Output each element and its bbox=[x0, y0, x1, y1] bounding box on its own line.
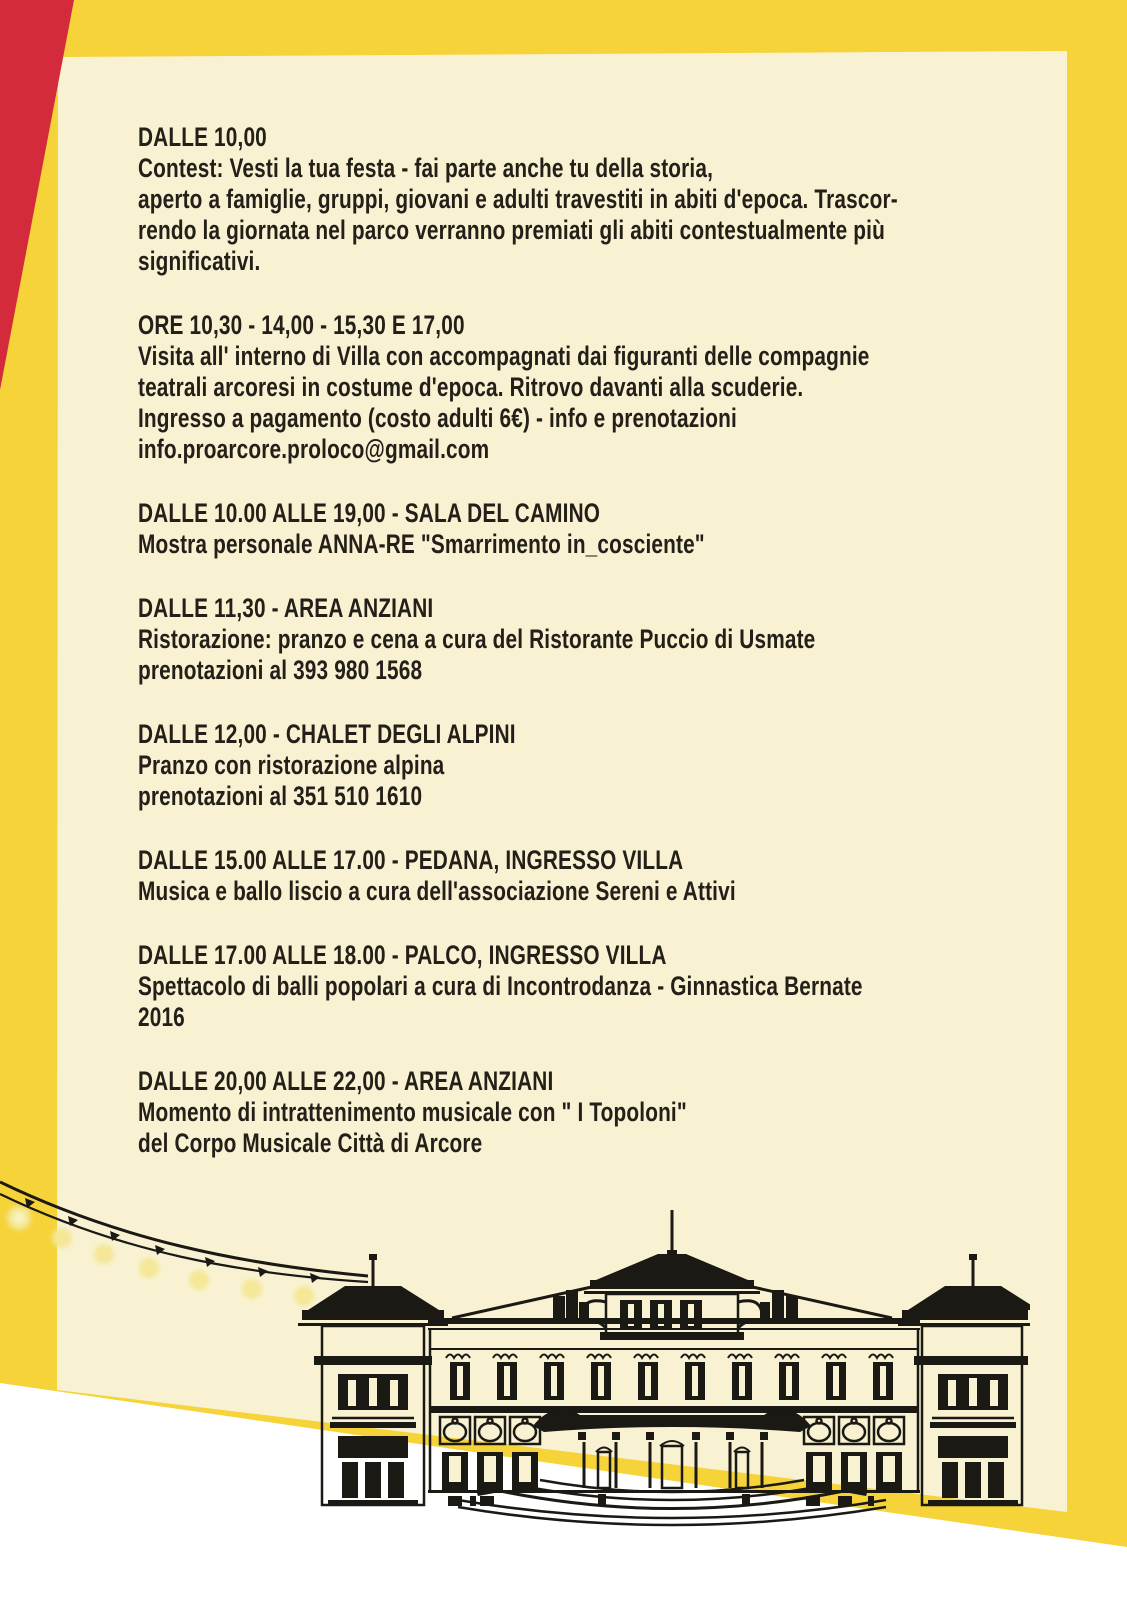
string-lights-illustration bbox=[0, 1182, 368, 1306]
event-section bbox=[138, 498, 1064, 560]
event-detail-line: Momento di intrattenimento musicale con " I Topoloni" bbox=[138, 1097, 687, 1127]
event-contact-email: info.proarcore.proloco@gmail.com bbox=[138, 434, 490, 464]
event-phone-line: prenotazioni al 393 980 1568 bbox=[138, 655, 423, 685]
villa-portico bbox=[533, 1409, 811, 1488]
event-detail-line: del Corpo Musicale Città di Arcore bbox=[138, 1128, 483, 1158]
event-time-heading: DALLE 10,00 bbox=[138, 122, 267, 152]
event-section bbox=[138, 593, 1064, 686]
event-time-heading: DALLE 10.00 ALLE 19,00 - SALA DEL CAMINO bbox=[138, 498, 601, 528]
event-detail-line: significativi. bbox=[138, 246, 261, 276]
event-section bbox=[138, 719, 1064, 812]
event-detail-line: rendo la giornata nel parco verranno premiati gli abiti contestualmente più bbox=[138, 215, 885, 245]
event-time-heading: DALLE 12,00 - CHALET DEGLI ALPINI bbox=[138, 719, 516, 749]
event-time-heading: DALLE 20,00 ALLE 22,00 - AREA ANZIANI bbox=[138, 1066, 554, 1096]
villa-left-tower bbox=[298, 1254, 448, 1506]
event-detail-line: 2016 bbox=[138, 1002, 185, 1032]
event-phone-line: prenotazioni al 351 510 1610 bbox=[138, 781, 423, 811]
event-section bbox=[138, 1066, 1064, 1159]
event-section bbox=[138, 940, 1064, 1033]
event-time-heading: DALLE 11,30 - AREA ANZIANI bbox=[138, 593, 434, 623]
event-detail-line: Pranzo con ristorazione alpina bbox=[138, 750, 445, 780]
villa-palace-line-art bbox=[298, 1210, 1030, 1525]
event-section bbox=[138, 845, 1064, 907]
event-section bbox=[138, 122, 1064, 277]
event-detail-line: Contest: Vesti la tua festa - fai parte anche tu della storia, bbox=[138, 153, 714, 183]
event-detail-line: Mostra personale ANNA-RE "Smarrimento in_cosciente" bbox=[138, 529, 705, 559]
event-time-heading: ORE 10,30 - 14,00 - 15,30 E 17,00 bbox=[138, 310, 465, 340]
event-time-heading: DALLE 15.00 ALLE 17.00 - PEDANA, INGRESSO VILLA bbox=[138, 845, 684, 875]
event-time-heading: DALLE 17.00 ALLE 18.00 - PALCO, INGRESSO VILLA bbox=[138, 940, 667, 970]
event-detail-line: Visita all' interno di Villa con accompagnati dai figuranti delle compagnie bbox=[138, 341, 870, 371]
villa-line-art bbox=[0, 1160, 1030, 1530]
event-detail-line: aperto a famiglie, gruppi, giovani e adulti travestiti in abiti d'epoca. Trascor- bbox=[138, 184, 898, 214]
event-detail-line: Ingresso a pagamento (costo adulti 6€) - info e prenotazioni bbox=[138, 403, 737, 433]
event-detail-line: Musica e ballo liscio a cura dell'associazione Sereni e Attivi bbox=[138, 876, 736, 906]
event-detail-line: Spettacolo di balli popolari a cura di Incontrodanza - Ginnastica Bernate bbox=[138, 971, 863, 1001]
event-program bbox=[138, 122, 1064, 1192]
event-detail-line: Ristorazione: pranzo e cena a cura del Ristorante Puccio di Usmate bbox=[138, 624, 816, 654]
event-section bbox=[138, 310, 1064, 465]
event-detail-line: teatrali arcoresi in costume d'epoca. Ritrovo davanti alla scuderie. bbox=[138, 372, 804, 402]
